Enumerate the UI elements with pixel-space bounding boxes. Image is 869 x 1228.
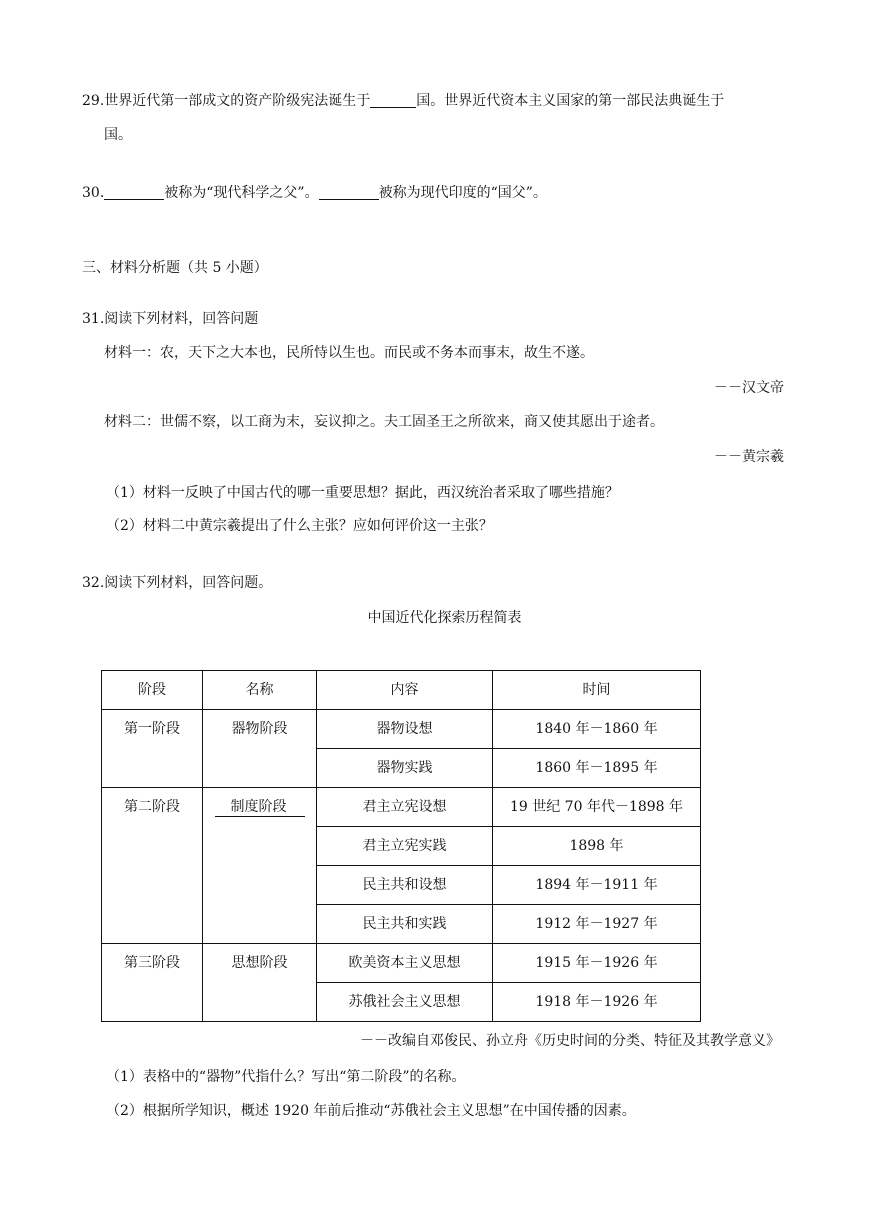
header-stage: 阶段 [102, 671, 203, 710]
question-32-title: 32.阅读下列材料，回答问题。 [82, 575, 273, 591]
question-29 [82, 93, 724, 108]
content-cell: 君主立宪设想 [317, 788, 493, 827]
name-cell [203, 788, 317, 944]
table-source: －－改编自邓俊民、孙立舟《历史时间的分类、特征及其教学意义》 [360, 1033, 780, 1049]
sub-question-2: （2）材料二中黄宗羲提出了什么主张？应如何评价这一主张？ [106, 518, 493, 534]
question-text: 被称为现代印度的“国父”。 [378, 185, 547, 201]
question-text: 世界近代第一部成文的资产阶级宪法诞生于 [104, 93, 371, 109]
time-cell: 19 世纪 70 年代－1898 年 [493, 788, 701, 827]
question-number: 29. [82, 93, 105, 109]
time-cell: 1894 年－1911 年 [493, 866, 701, 905]
sub-question-1: （1）材料一反映了中国古代的哪一重要思想？据此，西汉统治者采取了哪些措施？ [106, 485, 619, 501]
content-cell: 苏俄社会主义思想 [317, 983, 493, 1022]
content-cell: 器物实践 [317, 749, 493, 788]
table-title: 中国近代化探索历程简表 [367, 610, 522, 626]
section-heading: 三、材料分析题（共 5 小题） [82, 260, 268, 276]
time-cell: 1912 年－1927 年 [493, 905, 701, 944]
table-header-row [102, 671, 701, 710]
table-row [102, 710, 701, 749]
sub-question-1: （1）表格中的“器物”代指什么？写出“第二阶段”的名称。 [106, 1069, 466, 1085]
stage-cell: 第一阶段 [102, 710, 203, 788]
material-two: 材料二：世儒不察，以工商为末，妄议抑之。夫工固圣王之所欲来，商又使其愿出于途者。 [104, 414, 664, 430]
time-cell: 1915 年－1926 年 [493, 944, 701, 983]
content-cell: 民主共和实践 [317, 905, 493, 944]
question-number: 30. [82, 185, 105, 201]
time-cell: 1918 年－1926 年 [493, 983, 701, 1022]
stage-cell: 第二阶段 [102, 788, 203, 944]
header-content: 内容 [317, 671, 493, 710]
question-text: 国。世界近代资本主义国家的第一部民法典诞生于 [416, 93, 725, 109]
content-cell: 器物设想 [317, 710, 493, 749]
header-time: 时间 [493, 671, 701, 710]
time-cell: 1860 年－1895 年 [493, 749, 701, 788]
content-cell: 君主立宪实践 [317, 827, 493, 866]
question-30 [82, 185, 547, 200]
content-cell: 民主共和设想 [317, 866, 493, 905]
content-cell: 欧美资本主义思想 [317, 944, 493, 983]
material-two-source: －－黄宗羲 [714, 449, 784, 465]
material-one: 材料一：农，天下之大本也，民所恃以生也。而民或不务本而事末，故生不遂。 [104, 345, 594, 361]
question-31-title: 31.阅读下列材料，回答问题 [82, 311, 259, 327]
answer-blank[interactable] [370, 93, 416, 108]
answer-blank[interactable] [104, 185, 164, 200]
answer-blank[interactable] [319, 185, 379, 200]
table-row [102, 788, 701, 827]
table-row [102, 944, 701, 983]
header-name: 名称 [203, 671, 317, 710]
material-one-source: －－汉文帝 [714, 380, 784, 396]
time-cell: 1898 年 [493, 827, 701, 866]
sub-question-2: （2）根据所学知识，概述 1920 年前后推动“苏俄社会主义思想”在中国传播的因素。 [106, 1103, 636, 1119]
name-cell: 思想阶段 [203, 944, 317, 1022]
time-cell: 1840 年－1860 年 [493, 710, 701, 749]
question-29-continuation: 国。 [104, 127, 132, 143]
stage-cell: 第三阶段 [102, 944, 203, 1022]
name-cell: 器物阶段 [203, 710, 317, 788]
stage-name-underlined: 制度阶段 [215, 798, 305, 817]
question-text: 被称为“现代科学之父”。 [164, 185, 319, 201]
history-timeline-table [101, 670, 701, 1022]
